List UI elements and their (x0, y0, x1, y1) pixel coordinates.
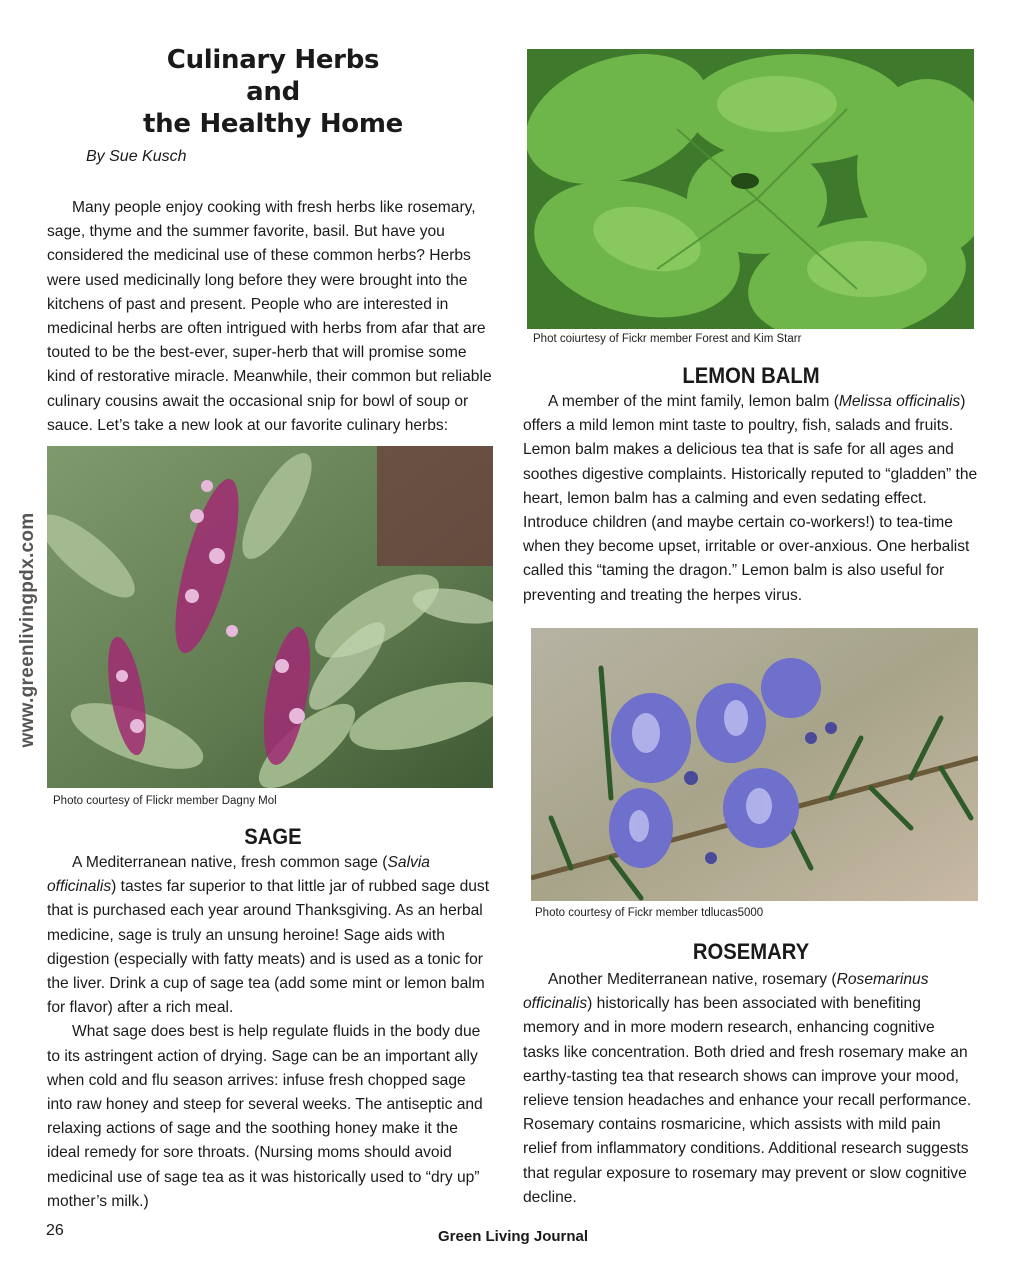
page-number: 26 (46, 1222, 64, 1239)
intro-paragraph (47, 196, 499, 438)
sage-latin-name: Salvia officinalis (47, 854, 430, 896)
lemon-balm-heading: LEMON BALM (682, 363, 820, 388)
sage-p1-end: ) tastes far superior to that little jar of rubbed sage dust that is purchased each year around Thanksgiving. As an herbal medicine, sage is truly an unsung heroine! Sage aids with digestion (especially with fatty meats) and is used as a tonic for the liver. Drink a cup of sage tea (add some mint or lemon balm for flavor) after a rich meal. (47, 878, 490, 1017)
lemon-balm-paragraph-1 (523, 390, 979, 608)
rosemary-photo-image (531, 628, 978, 901)
sage-photo-image (47, 446, 493, 788)
sage-photo (47, 446, 493, 788)
sage-photo-caption: Photo courtesy of Flickr member Dagny Mol (53, 795, 277, 807)
rosemary-photo-caption: Photo courtesy of Fickr member tdlucas5000 (535, 907, 764, 919)
lemon-balm-photo-caption: Phot coiurtesy of Fickr member Forest and Kim Starr (533, 333, 802, 345)
byline: By Sue Kusch (86, 148, 187, 165)
lemon-balm-latin-name: Melissa officinalis (838, 393, 961, 410)
lemon-balm-photo (527, 49, 974, 329)
sidebar-url-text: www.greenlivingpdx.com (17, 512, 38, 748)
rosemary-photo (531, 628, 978, 901)
lemon-balm-body (523, 390, 979, 608)
publication-name: Green Living Journal (438, 1228, 589, 1245)
sage-heading: SAGE (244, 824, 302, 849)
title-line-3: the Healthy Home (143, 109, 403, 139)
intro-text: Many people enjoy cooking with fresh herbs like rosemary, sage, thyme and the summer favorite, basil. But have you considered the medicinal use of these common herbs? Herbs were used medicinally long before they were brought into the kitchens of past and present. People who are interested in medicinal herbs are often intrigued with herbs from afar that are touted to be the best-ever, super-herb that will promise some kind of restorative miracle. Meanwhile, their common but reliable culinary cousins await the occasional snip for bowl of soup or sauce. Let’s take a new look at our favorite culinary herbs: (47, 199, 492, 434)
sage-p1-start: A Mediterranean native, fresh common sage ( (72, 854, 388, 871)
lemon-balm-photo-image (527, 49, 974, 329)
rosemary-p1-end: ) historically has been associated with benefiting memory and in more modern research, enhancing cognitive tasks like concentration. Both dried and fresh rosemary make an earthy-tasting tea that research shows can improve your mood, relieve tension headaches and enhance your recall performance. Rosemary contains rosmaricine, which assists with mild pain relief from inflammatory conditions. Additional research suggests that regular exposure to rosemary may prevent or slow cognitive decline. (523, 995, 972, 1206)
sidebar-url (8, 500, 48, 760)
sage-body (47, 851, 495, 1214)
sage-paragraph-1 (47, 851, 495, 1020)
title-line-2: and (246, 77, 300, 107)
rosemary-body (523, 968, 975, 1210)
sage-paragraph-2: What sage does best is help regulate fluids in the body due to its astringent action of drying. Sage can be an important ally when cold and flu season arrives: infuse fresh chopped sage into raw honey and steep for several weeks. The antiseptic and relaxing actions of sage and the soothing honey make it the ideal remedy for sore throats. (Nursing moms should avoid medicinal use of sage tea as it was historically used to “dry up” mother’s milk.) (47, 1023, 483, 1210)
lemon-balm-p1-end: ) offers a mild lemon mint taste to poultry, fish, salads and fruits. Lemon balm makes a delicious tea that is safe for all ages and soothes digestive complaints. Historically reputed to “gladden” the heart, lemon balm has a calming and even sedating effect. Introduce children (and maybe certain co-workers!) to tea-time when they become upset, irritable or over-anxious. One herbalist called this “taming the dragon.” Lemon balm is also useful for preventing and treating the herpes virus. (523, 393, 978, 604)
lemon-balm-p1-start: A member of the mint family, lemon balm ( (548, 393, 839, 410)
rosemary-p1-start: Another Mediterranean native, rosemary ( (548, 971, 837, 988)
rosemary-latin-name: Rosemarinus officinalis (523, 971, 929, 1013)
title-line-1: Culinary Herbs (166, 45, 380, 75)
rosemary-heading: ROSEMARY (692, 939, 810, 964)
article-title (120, 44, 426, 140)
rosemary-paragraph-1 (523, 968, 975, 1210)
